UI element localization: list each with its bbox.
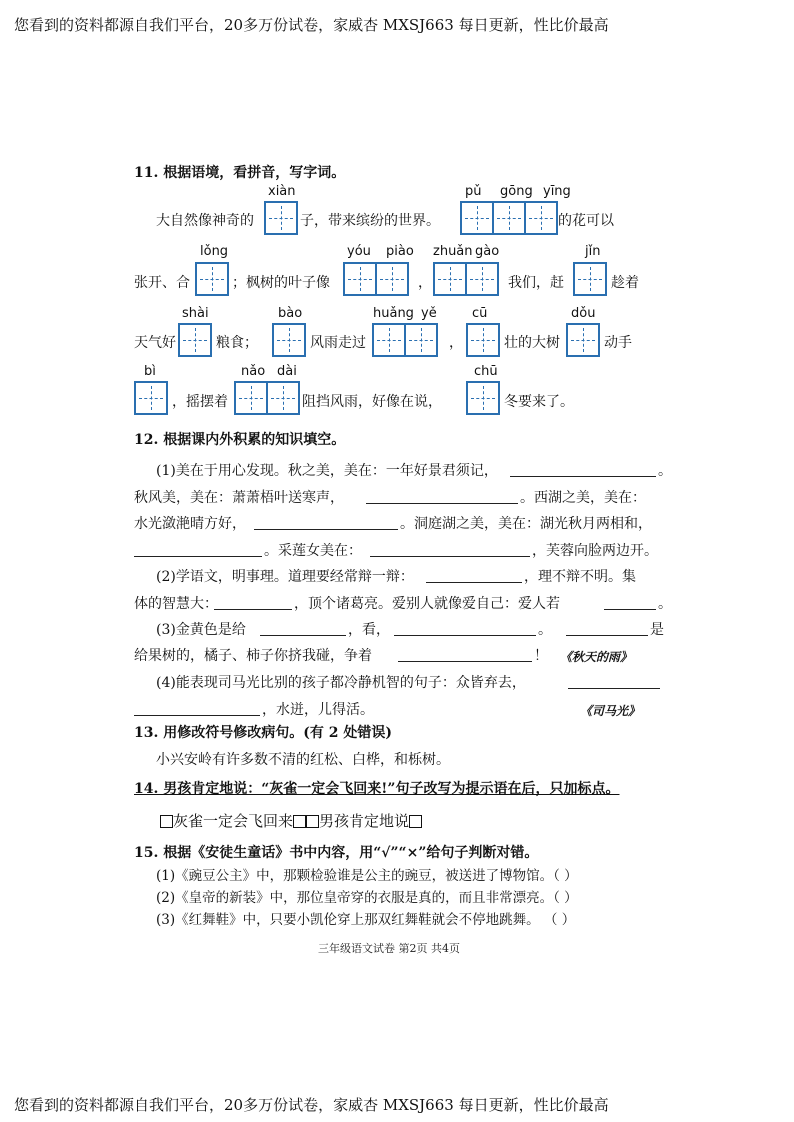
text: 。西湖之美，美在： [520,490,646,506]
text: ，芙蓉向脸两边开。 [532,543,658,559]
top-banner: 您看到的资料都源自我们平台，20多万份试卷，家威杏 MXSJ663 每日更新，性比价最高 [14,16,609,34]
answer-blank[interactable] [398,661,532,662]
pinyin: cū [472,306,488,321]
pinyin: dài [277,364,297,379]
pinyin: shài [182,306,209,321]
answer-blank[interactable] [254,529,398,530]
answer-blank[interactable] [134,715,260,716]
pinyin: yīng [543,184,571,199]
answer-blank[interactable] [604,609,656,610]
text: (4)能表现司马光比别的孩子都冷静机智的句子：众皆弃去， [156,675,526,691]
pinyin: zhuǎn [433,244,473,259]
text: 。采莲女美在： [264,543,362,559]
text: 风雨走过 [310,335,366,351]
text: 男孩肯定地说 [319,812,410,830]
book-title: 《秋天的雨》 [560,650,633,664]
text: 我们，赶 [508,275,564,291]
q15-title: 15. 根据《安徒生童话》书中内容，用“√”“×”给句子判断对错。 [134,845,539,861]
pinyin: gōng [500,184,533,199]
text: 给果树的，橘子、柿子你挤我碰，争着 [134,648,372,664]
text: 灰雀一定会飞回来 [173,812,294,830]
text: 是 [650,622,664,638]
pinyin: yóu [347,244,371,259]
char-grid[interactable] [566,323,600,357]
q15-item: (2)《皇帝的新装》中，那位皇帝穿的衣服是真的，而且非常漂亮。（ ） [156,890,578,906]
text: 。 [538,622,552,638]
text: 。 [658,596,672,612]
pinyin: gào [475,244,500,259]
char-grid[interactable] [433,262,499,296]
answer-blank[interactable] [566,635,648,636]
char-grid[interactable] [460,201,558,235]
text: 秋风美，美在：萧萧梧叶送寒声， [134,490,344,506]
text: (3)金黄色是给 [156,622,246,638]
q14-answer-line [160,810,422,831]
pinyin: lǒng [200,244,229,259]
q14-title: 14. 男孩肯定地说：“灰雀一定会飞回来!”句子改写为提示语在后，只加标点。 [134,781,620,797]
q13-sentence: 小兴安岭有许多数不清的红松、白桦，和栎树。 [156,752,450,768]
answer-blank[interactable] [370,556,530,557]
answer-blank[interactable] [394,635,536,636]
text: 张开、合 [134,275,190,291]
text: (1)美在于用心发现。秋之美，美在：一年好景君须记， [156,463,498,479]
pinyin: yě [421,306,437,321]
text: (2)学语文，明事理。道理要经常辩一辩： [156,569,414,585]
pinyin: jǐn [585,244,601,259]
text: ， [449,335,463,351]
char-grid[interactable] [466,381,500,415]
char-grid[interactable] [134,381,168,415]
punct-box[interactable] [160,815,173,828]
book-title: 《司马光》 [580,704,641,718]
answer-blank[interactable] [426,582,522,583]
punct-box[interactable] [306,815,319,828]
text: 阻挡风雨，好像在说， [302,394,442,410]
pinyin: bào [278,306,303,321]
text: 冬要来了。 [504,394,574,410]
answer-blank[interactable] [260,635,346,636]
text: 子，带来缤纷的世界。 [300,213,440,229]
answer-blank[interactable] [134,556,262,557]
answer-blank[interactable] [214,609,292,610]
pinyin: xiàn [268,184,296,199]
text: 壮的大树 [504,335,560,351]
text: 。洞庭湖之美，美在：湖光秋月两相和， [400,516,652,532]
page-footer: 三年级语文试卷 第2页 共4页 [318,942,460,955]
char-grid[interactable] [234,381,300,415]
text: ！ [534,648,548,664]
q12-title: 12. 根据课内外积累的知识填空。 [134,432,346,448]
pinyin: bì [144,364,156,379]
text: ；枫树的叶子像 [232,275,330,291]
text: 的花可以 [558,213,614,229]
bottom-banner: 您看到的资料都源自我们平台，20多万份试卷，家威杏 MXSJ663 每日更新，性比价最高 [14,1096,609,1114]
text: 动手 [604,335,632,351]
q11-title: 11. 根据语境，看拼音，写字词。 [134,165,346,181]
answer-blank[interactable] [366,503,518,504]
text: 大自然像神奇的 [156,213,254,229]
text: ，摇摆着 [172,394,228,410]
text: ，理不辩不明。集 [524,569,636,585]
punct-box[interactable] [293,815,306,828]
char-grid[interactable] [372,323,438,357]
text: 。 [658,463,672,479]
char-grid[interactable] [466,323,500,357]
text: 水光潋滟晴方好， [134,516,246,532]
char-grid[interactable] [264,201,298,235]
char-grid[interactable] [573,262,607,296]
char-grid[interactable] [195,262,229,296]
text: ，顶个诸葛亮。爱别人就像爱自己：爱人若 [294,596,560,612]
pinyin: pǔ [465,184,482,199]
char-grid[interactable] [272,323,306,357]
pinyin: nǎo [241,364,266,379]
q13-title: 13. 用修改符号修改病句。(有 2 处错误) [134,725,392,741]
text: 趁着 [611,275,639,291]
text: 粮食； [216,335,258,351]
answer-blank[interactable] [510,476,656,477]
pinyin: huǎng [373,306,414,321]
text: 天气好 [134,335,176,351]
char-grid[interactable] [178,323,212,357]
text: ，水迸，儿得活。 [262,702,374,718]
punct-box[interactable] [409,815,422,828]
pinyin: chū [474,364,498,379]
text: ， [418,275,432,291]
q15-item: (3)《红舞鞋》中，只要小凯伦穿上那双红舞鞋就会不停地跳舞。 （ ） [156,912,576,928]
pinyin: dǒu [571,306,596,321]
text: ，看， [348,622,390,638]
text: 体的智慧大： [134,596,218,612]
char-grid[interactable] [343,262,409,296]
pinyin: piào [386,244,414,259]
answer-blank[interactable] [568,688,660,689]
q15-item: (1)《豌豆公主》中，那颗检验谁是公主的豌豆，被送进了博物馆。（ ） [156,868,578,884]
